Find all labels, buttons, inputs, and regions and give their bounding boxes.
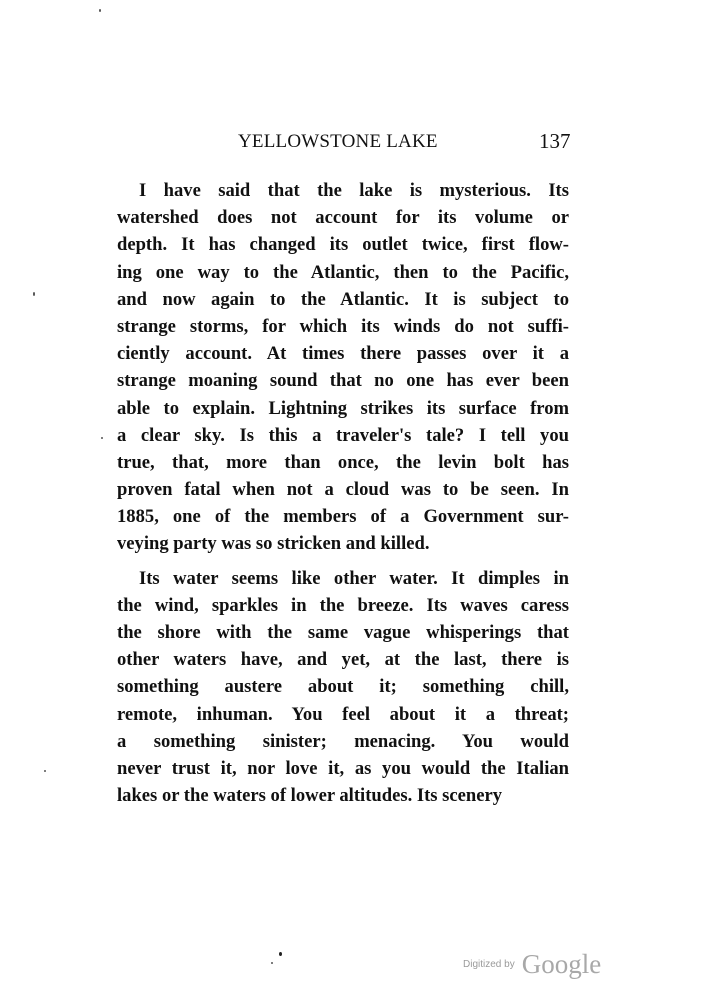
running-header bbox=[0, 131, 703, 157]
text-line: the wind, sparkles in the breeze. Its waves caress bbox=[117, 594, 569, 616]
running-title: YELLOWSTONE LAKE bbox=[238, 131, 438, 152]
scan-speck bbox=[99, 9, 101, 12]
body-text bbox=[117, 177, 569, 809]
text-line: ing one way to the Atlantic, then to the Pacific, bbox=[117, 261, 569, 283]
text-line: a clear sky. Is this a traveler's tale? I tell you bbox=[117, 424, 569, 446]
text-line: something austere about it; something chill, bbox=[117, 676, 569, 698]
scan-speck bbox=[279, 952, 282, 956]
text-line: Its water seems like other water. It dimples in bbox=[139, 567, 569, 589]
text-line: other waters have, and yet, at the last, there is bbox=[117, 649, 569, 671]
text-line: veying party was so stricken and killed. bbox=[117, 533, 430, 555]
text-line: never trust it, nor love it, as you would the Italian bbox=[117, 757, 569, 779]
text-line: 1885, one of the members of a Government sur- bbox=[117, 506, 569, 528]
page-number: 137 bbox=[539, 129, 571, 153]
scan-speck bbox=[101, 437, 103, 439]
text-line: able to explain. Lightning strikes its surface from bbox=[117, 397, 569, 419]
text-line: watershed does not account for its volume or bbox=[117, 207, 569, 229]
text-line: lakes or the waters of lower altitudes. Its scenery bbox=[117, 785, 503, 807]
paragraph bbox=[117, 565, 569, 810]
text-line: true, that, more than once, the levin bolt has bbox=[117, 451, 569, 473]
digitized-by-google-watermark bbox=[463, 949, 601, 985]
paragraph bbox=[117, 177, 569, 558]
text-line: strange storms, for which its winds do not suffi- bbox=[117, 315, 569, 337]
text-line: remote, inhuman. You feel about it a threat; bbox=[117, 703, 569, 725]
paragraph-gap bbox=[117, 558, 569, 565]
text-line: and now again to the Atlantic. It is subject to bbox=[117, 288, 569, 310]
text-line: the shore with the same vague whisperings that bbox=[117, 622, 569, 643]
scan-speck bbox=[271, 962, 273, 964]
text-line: ciently account. At times there passes over it a bbox=[117, 343, 569, 365]
scan-speck bbox=[44, 770, 46, 772]
watermark-prefix: Digitized by bbox=[463, 959, 515, 970]
text-line: proven fatal when not a cloud was to be seen. In bbox=[117, 479, 569, 501]
text-line: depth. It has changed its outlet twice, first flow- bbox=[117, 234, 569, 256]
google-logo: Google bbox=[521, 949, 602, 979]
scan-speck bbox=[33, 292, 35, 296]
text-line: a something sinister; menacing. You would bbox=[117, 730, 569, 752]
text-line: strange moaning sound that no one has ever been bbox=[117, 370, 569, 392]
text-line: I have said that the lake is mysterious. Its bbox=[139, 180, 569, 201]
